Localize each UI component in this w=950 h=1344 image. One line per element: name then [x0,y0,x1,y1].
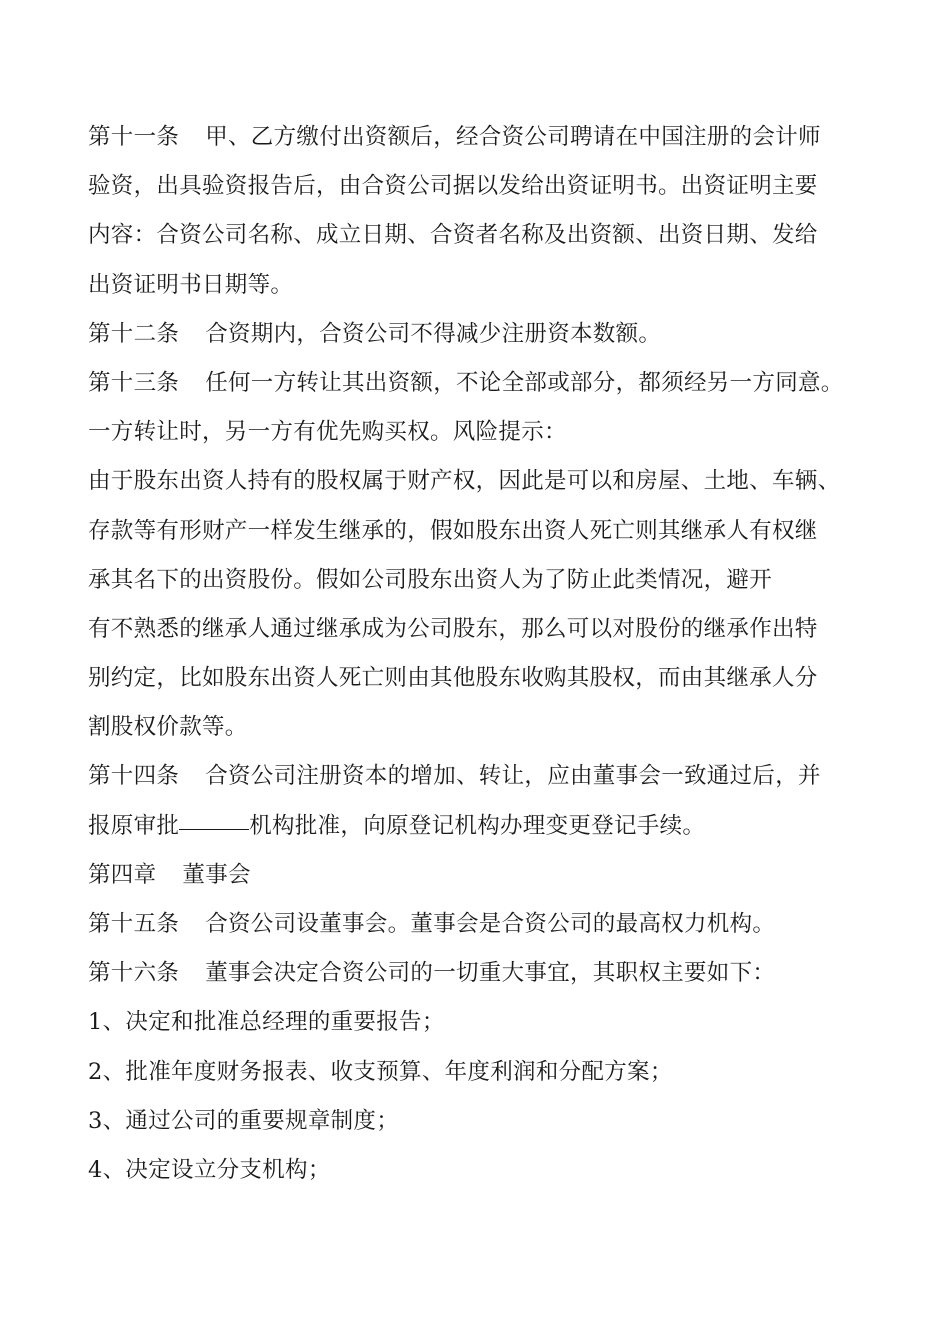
article-11-line-2: 验资，出具验资报告后，由合资公司据以发给出资证明书。出资证明主要 [88,173,818,200]
article-11-line-3: 内容：合资公司名称、成立日期、合资者名称及出资额、出资日期、发给 [88,222,818,249]
article-13-text: 任何一方转让其出资额，不论全部或部分，都须经另一方同意。 [205,369,844,396]
article-14-line-2 [88,802,888,851]
article-14-line-1 [88,752,888,801]
article-12-label: 第十二条 [88,320,180,347]
article-13-label: 第十三条 [88,369,180,396]
article-12-text: 合资期内，合资公司不得减少注册资本数额。 [205,320,662,347]
article-16-line [88,949,888,998]
chapter-4-title: 董事会 [182,861,251,888]
article-15-label: 第十五条 [88,911,180,937]
chapter-4-heading [88,851,888,900]
list-item-3: 3、通过公司的重要规章制度； [88,1107,400,1134]
article-13-line-2: 一方转让时，另一方有优先购买权。风险提示： [88,419,567,446]
risk-note-line-4: 有不熟悉的继承人通过继承成为公司股东，那么可以对股份的继承作出特 [88,615,818,642]
article-12-line [88,310,888,359]
risk-note-line-6: 割股权价款等。 [88,714,248,741]
list-item-4: 4、决定设立分支机构； [88,1156,331,1183]
article-15-text: 合资公司设董事会。董事会是合资公司的最高权力机构。 [205,911,776,937]
list-item-2: 2、批准年度财务报表、收支预算、年度利润和分配方案； [88,1058,673,1085]
article-14-text-after-blank: 机构批准，向原登记机构办理变更登记手续。 [249,812,706,839]
article-14-text-before-blank: 报原审批 [88,812,180,839]
article-16-label: 第十六条 [88,960,180,987]
risk-note-line-1: 由于股东出资人持有的股权属于财产权，因此是可以和房屋、土地、车辆、 [88,468,841,495]
document-body [88,113,888,1195]
risk-note-line-5: 别约定，比如股东出资人死亡则由其他股东收购其股权，而由其继承人分 [88,665,818,692]
risk-note-line-2: 存款等有形财产一样发生继承的，假如股东出资人死亡则其继承人有权继 [88,517,818,544]
article-11-text: 甲、乙方缴付出资额后，经合资公司聘请在中国注册的会计师 [205,124,821,150]
chapter-4-label: 第四章 [88,861,157,888]
article-11-line-4: 出资证明书日期等。 [88,271,294,298]
list-item-1: 1、决定和批准总经理的重要报告； [88,1009,445,1036]
risk-note-line-3: 承其名下的出资股份。假如公司股东出资人为了防止此类情况，避开 [88,566,773,593]
article-14-text: 合资公司注册资本的增加、转让，应由董事会一致通过后，并 [205,763,821,790]
article-14-label: 第十四条 [88,763,180,790]
article-15-line [88,900,888,949]
article-16-text: 董事会决定合资公司的一切重大事宜，其职权主要如下： [205,960,776,987]
article-11-line-1 [88,113,888,162]
fill-in-blank [179,828,249,830]
article-11-label: 第十一条 [88,124,180,150]
article-13-line-1 [88,359,888,408]
